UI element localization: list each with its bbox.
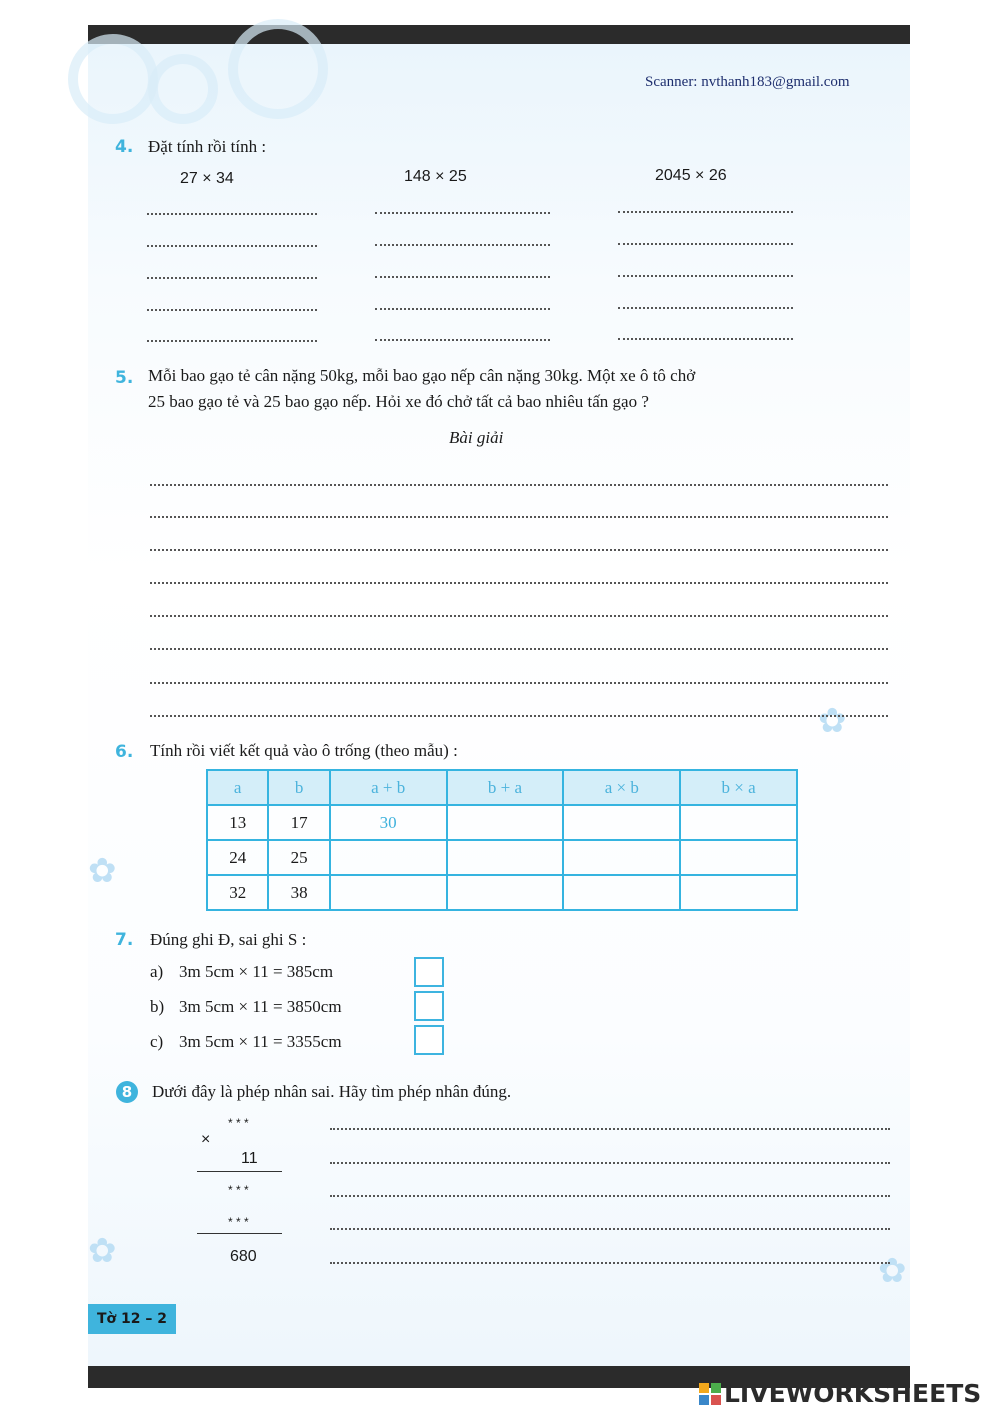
decor-circle bbox=[228, 19, 328, 119]
cell-b-plus-a[interactable] bbox=[447, 805, 564, 840]
answer-line[interactable] bbox=[375, 244, 550, 246]
header-cell: b bbox=[268, 770, 329, 805]
question-6-number: 6. bbox=[115, 742, 134, 762]
multiplication-row-2: 11 bbox=[241, 1150, 258, 1167]
decor-circle bbox=[148, 54, 218, 124]
table-row bbox=[207, 840, 797, 875]
flower-decoration-icon: ✿ bbox=[878, 1251, 907, 1291]
question-4-text: Đặt tính rồi tính : bbox=[148, 137, 267, 156]
q7-item-b-label: b) bbox=[150, 997, 165, 1016]
answer-line[interactable] bbox=[618, 243, 793, 245]
q4-expression-2: 148 × 25 bbox=[404, 168, 467, 185]
cell-b-plus-a[interactable] bbox=[447, 840, 564, 875]
multiplication-line bbox=[197, 1233, 282, 1234]
answer-line[interactable] bbox=[150, 484, 888, 486]
multiplication-row-1: * * * bbox=[228, 1116, 249, 1130]
times-sign: × bbox=[201, 1131, 211, 1148]
cell-b-times-a[interactable] bbox=[680, 840, 797, 875]
q7-item-c-expression: 3m 5cm × 11 = 3355cm bbox=[179, 1032, 342, 1051]
answer-line[interactable] bbox=[150, 549, 888, 551]
flower-decoration-icon: ✿ bbox=[88, 851, 117, 891]
answer-line[interactable] bbox=[150, 682, 888, 684]
cell-a-times-b[interactable] bbox=[563, 805, 680, 840]
question-7-text: Đúng ghi Đ, sai ghi S : bbox=[150, 930, 307, 949]
scanner-credit: Scanner: nvthanh183@gmail.com bbox=[645, 74, 850, 90]
answer-line[interactable] bbox=[618, 338, 793, 340]
cell-a: 13 bbox=[207, 805, 268, 840]
answer-line[interactable] bbox=[618, 307, 793, 309]
answer-line[interactable] bbox=[330, 1228, 890, 1230]
multiplication-line bbox=[197, 1171, 282, 1172]
cell-b-times-a[interactable] bbox=[680, 875, 797, 910]
answer-line[interactable] bbox=[375, 308, 550, 310]
multiplication-row-3: * * * bbox=[228, 1183, 249, 1197]
cell-a: 32 bbox=[207, 875, 268, 910]
answer-line[interactable] bbox=[150, 516, 888, 518]
question-7-number: 7. bbox=[115, 930, 134, 950]
table-row bbox=[207, 875, 797, 910]
answer-line[interactable] bbox=[150, 715, 888, 717]
brand-name: LIVEWORKSHEETS bbox=[724, 1379, 982, 1408]
question-5-line-2: 25 bao gạo tẻ và 25 bao gạo nếp. Hỏi xe đó chở tất cả bao nhiêu tấn gạo ? bbox=[148, 392, 649, 411]
question-5-number: 5. bbox=[115, 368, 134, 388]
answer-line[interactable] bbox=[150, 615, 888, 617]
multiplication-row-4: * * * bbox=[228, 1215, 249, 1229]
q7-item-a-answer-box[interactable] bbox=[414, 957, 444, 987]
answer-line[interactable] bbox=[618, 275, 793, 277]
q4-expression-3: 2045 × 26 bbox=[655, 167, 727, 184]
answer-line[interactable] bbox=[618, 211, 793, 213]
answer-line[interactable] bbox=[375, 339, 550, 341]
answer-line[interactable] bbox=[330, 1128, 890, 1130]
q7-item-b-expression: 3m 5cm × 11 = 3850cm bbox=[179, 997, 342, 1016]
results-table bbox=[206, 769, 798, 911]
cell-a-times-b[interactable] bbox=[563, 875, 680, 910]
q7-item-c-answer-box[interactable] bbox=[414, 1025, 444, 1055]
question-5-line-1: Mỗi bao gạo tẻ cân nặng 50kg, mỗi bao gạo nếp cân nặng 30kg. Một xe ô tô chở bbox=[148, 366, 696, 385]
page-tag: Tờ 12 – 2 bbox=[88, 1304, 176, 1334]
header-cell: a bbox=[207, 770, 268, 805]
answer-line[interactable] bbox=[375, 212, 550, 214]
header-cell: b × a bbox=[680, 770, 797, 805]
answer-line[interactable] bbox=[147, 277, 317, 279]
cell-b: 38 bbox=[268, 875, 329, 910]
answer-line[interactable] bbox=[330, 1162, 890, 1164]
answer-line[interactable] bbox=[330, 1262, 890, 1264]
cell-a-plus-b[interactable] bbox=[330, 840, 447, 875]
top-bar bbox=[88, 25, 910, 44]
cell-a-plus-b: 30 bbox=[330, 805, 447, 840]
answer-line[interactable] bbox=[147, 245, 317, 247]
cell-a: 24 bbox=[207, 840, 268, 875]
flower-decoration-icon: ✿ bbox=[818, 701, 847, 741]
cell-a-times-b[interactable] bbox=[563, 840, 680, 875]
answer-line[interactable] bbox=[150, 582, 888, 584]
answer-line[interactable] bbox=[375, 276, 550, 278]
answer-line[interactable] bbox=[147, 309, 317, 311]
header-cell: a + b bbox=[330, 770, 447, 805]
liveworksheets-logo-icon bbox=[699, 1383, 721, 1405]
q7-item-a-expression: 3m 5cm × 11 = 385cm bbox=[179, 962, 334, 981]
q4-expression-1: 27 × 34 bbox=[180, 170, 234, 187]
answer-line[interactable] bbox=[150, 648, 888, 650]
answer-line[interactable] bbox=[330, 1195, 890, 1197]
cell-b: 25 bbox=[268, 840, 329, 875]
q7-item-a-label: a) bbox=[150, 962, 164, 981]
question-4-number: 4. bbox=[115, 137, 134, 157]
cell-b: 17 bbox=[268, 805, 329, 840]
question-6-text: Tính rồi viết kết quả vào ô trống (theo mẫu) : bbox=[150, 741, 458, 760]
q7-item-b-answer-box[interactable] bbox=[414, 991, 444, 1021]
question-8-text: Dưới đây là phép nhân sai. Hãy tìm phép nhân đúng. bbox=[152, 1082, 512, 1101]
table-row bbox=[207, 805, 797, 840]
header-cell: b + a bbox=[447, 770, 564, 805]
header-cell: a × b bbox=[563, 770, 680, 805]
decor-circle bbox=[68, 34, 158, 124]
solution-label: Bài giải bbox=[449, 428, 504, 447]
question-8-number: 8 bbox=[116, 1081, 138, 1103]
answer-line[interactable] bbox=[147, 340, 317, 342]
q7-item-c-label: c) bbox=[150, 1032, 164, 1051]
answer-line[interactable] bbox=[147, 213, 317, 215]
flower-decoration-icon: ✿ bbox=[88, 1231, 117, 1271]
multiplication-result: 680 bbox=[230, 1248, 257, 1265]
cell-b-plus-a[interactable] bbox=[447, 875, 564, 910]
table-header-row bbox=[207, 770, 797, 805]
cell-b-times-a[interactable] bbox=[680, 805, 797, 840]
cell-a-plus-b[interactable] bbox=[330, 875, 447, 910]
